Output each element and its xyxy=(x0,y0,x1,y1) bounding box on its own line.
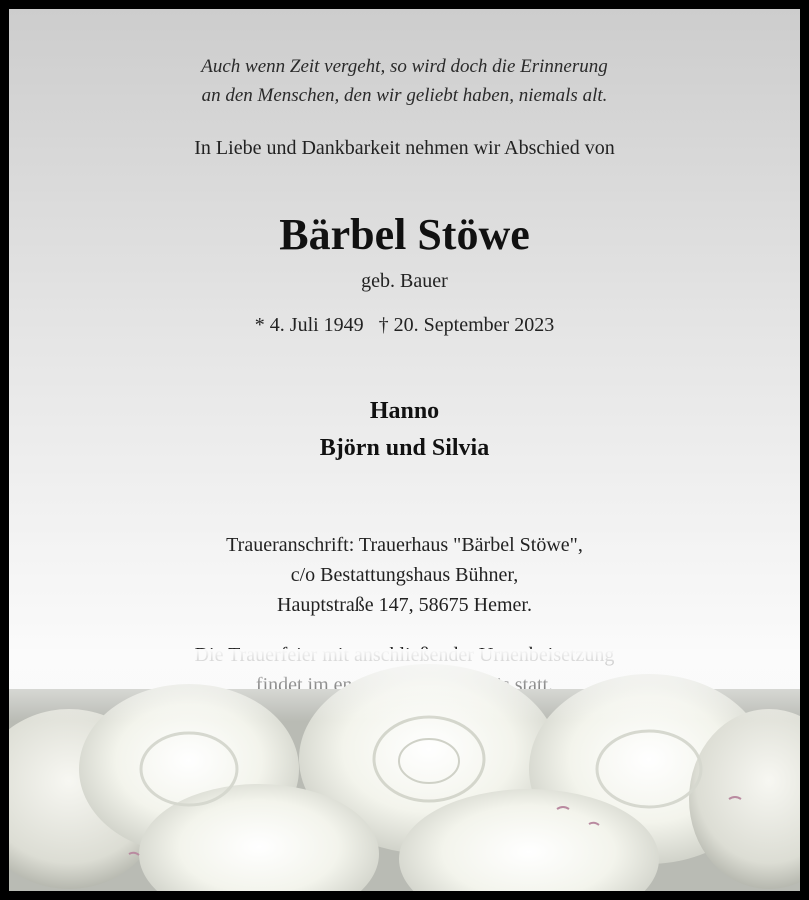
life-dates: * 4. Juli 1949 † 20. September 2023 xyxy=(254,314,555,336)
family-member-1: Hanno xyxy=(369,398,440,424)
white-roses-image xyxy=(9,649,800,891)
birth-name: geb. Bauer xyxy=(361,270,448,292)
address-line-3: Hauptstraße 147, 58675 Hemer. xyxy=(277,594,532,616)
quote-line-2: an den Menschen, den wir geliebt haben, niemals alt. xyxy=(201,85,608,106)
intro-text: In Liebe und Dankbarkeit nehmen wir Abschied von xyxy=(194,137,615,159)
address-line-1: Traueranschrift: Trauerhaus "Bärbel Stöwe", xyxy=(226,534,583,556)
family-member-2: Björn und Silvia xyxy=(319,435,490,461)
deceased-name: Bärbel Stöwe xyxy=(279,210,530,259)
address-line-2: c/o Bestattungshaus Bühner, xyxy=(290,564,519,586)
obituary-notice xyxy=(9,9,800,891)
quote-line-1: Auch wenn Zeit vergeht, so wird doch die Erinnerung xyxy=(201,56,608,77)
